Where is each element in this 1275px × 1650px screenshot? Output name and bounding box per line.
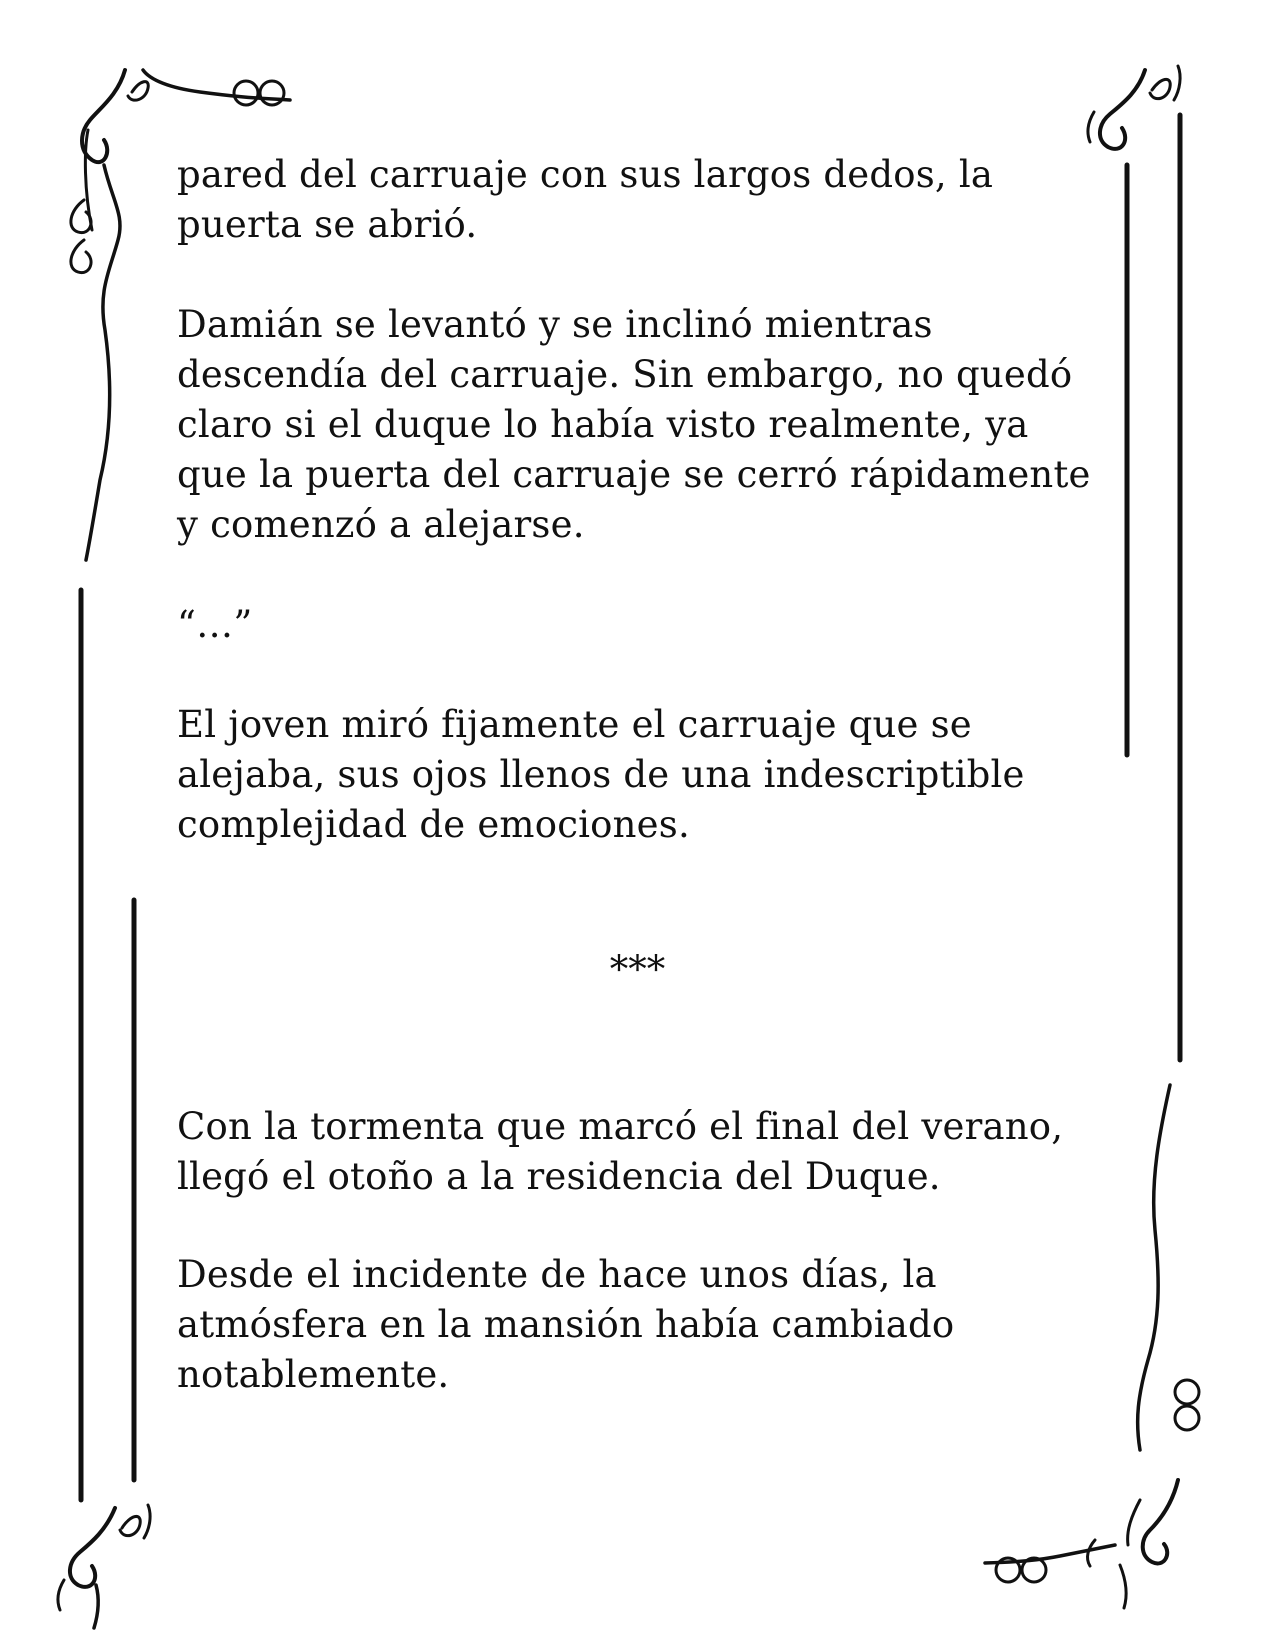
paragraph-2 <box>177 300 1107 550</box>
text-line: notablemente. <box>177 1353 450 1396</box>
text-line: y comenzó a alejarse. <box>177 503 585 546</box>
text-line: atmósfera en la mansión había cambiado <box>177 1303 955 1346</box>
text-line: alejaba, sus ojos llenos de una indescriptible <box>177 753 1025 796</box>
text-line: pared del carruaje con sus largos dedos, la <box>177 153 994 196</box>
paragraph-3-ellipsis <box>177 600 1107 650</box>
paragraph-6 <box>177 1250 1107 1400</box>
text-line: complejidad de emociones. <box>177 803 690 846</box>
paragraph-4 <box>177 700 1107 850</box>
text-line: claro si el duque lo había visto realmente, ya <box>177 403 1029 446</box>
text-line: que la puerta del carruaje se cerró rápidamente <box>177 453 1091 496</box>
text-line: puerta se abrió. <box>177 203 478 246</box>
scene-separator: *** <box>609 948 666 991</box>
text-line: descendía del carruaje. Sin embargo, no quedó <box>177 353 1073 396</box>
text-line: Damián se levantó y se inclinó mientras <box>177 303 933 346</box>
text-line: El joven miró fijamente el carruaje que se <box>177 703 972 746</box>
text-line: llegó el otoño a la residencia del Duque. <box>177 1155 941 1198</box>
top-right-flourish <box>1088 66 1180 149</box>
bottom-left-flourish <box>58 1505 150 1628</box>
text-line: “…” <box>177 603 253 646</box>
text-line: Con la tormenta que marcó el final del verano, <box>177 1105 1064 1148</box>
paragraph-5 <box>177 1102 1107 1202</box>
paragraph-1 <box>177 150 1107 250</box>
text-line: Desde el incidente de hace unos días, la <box>177 1253 937 1296</box>
